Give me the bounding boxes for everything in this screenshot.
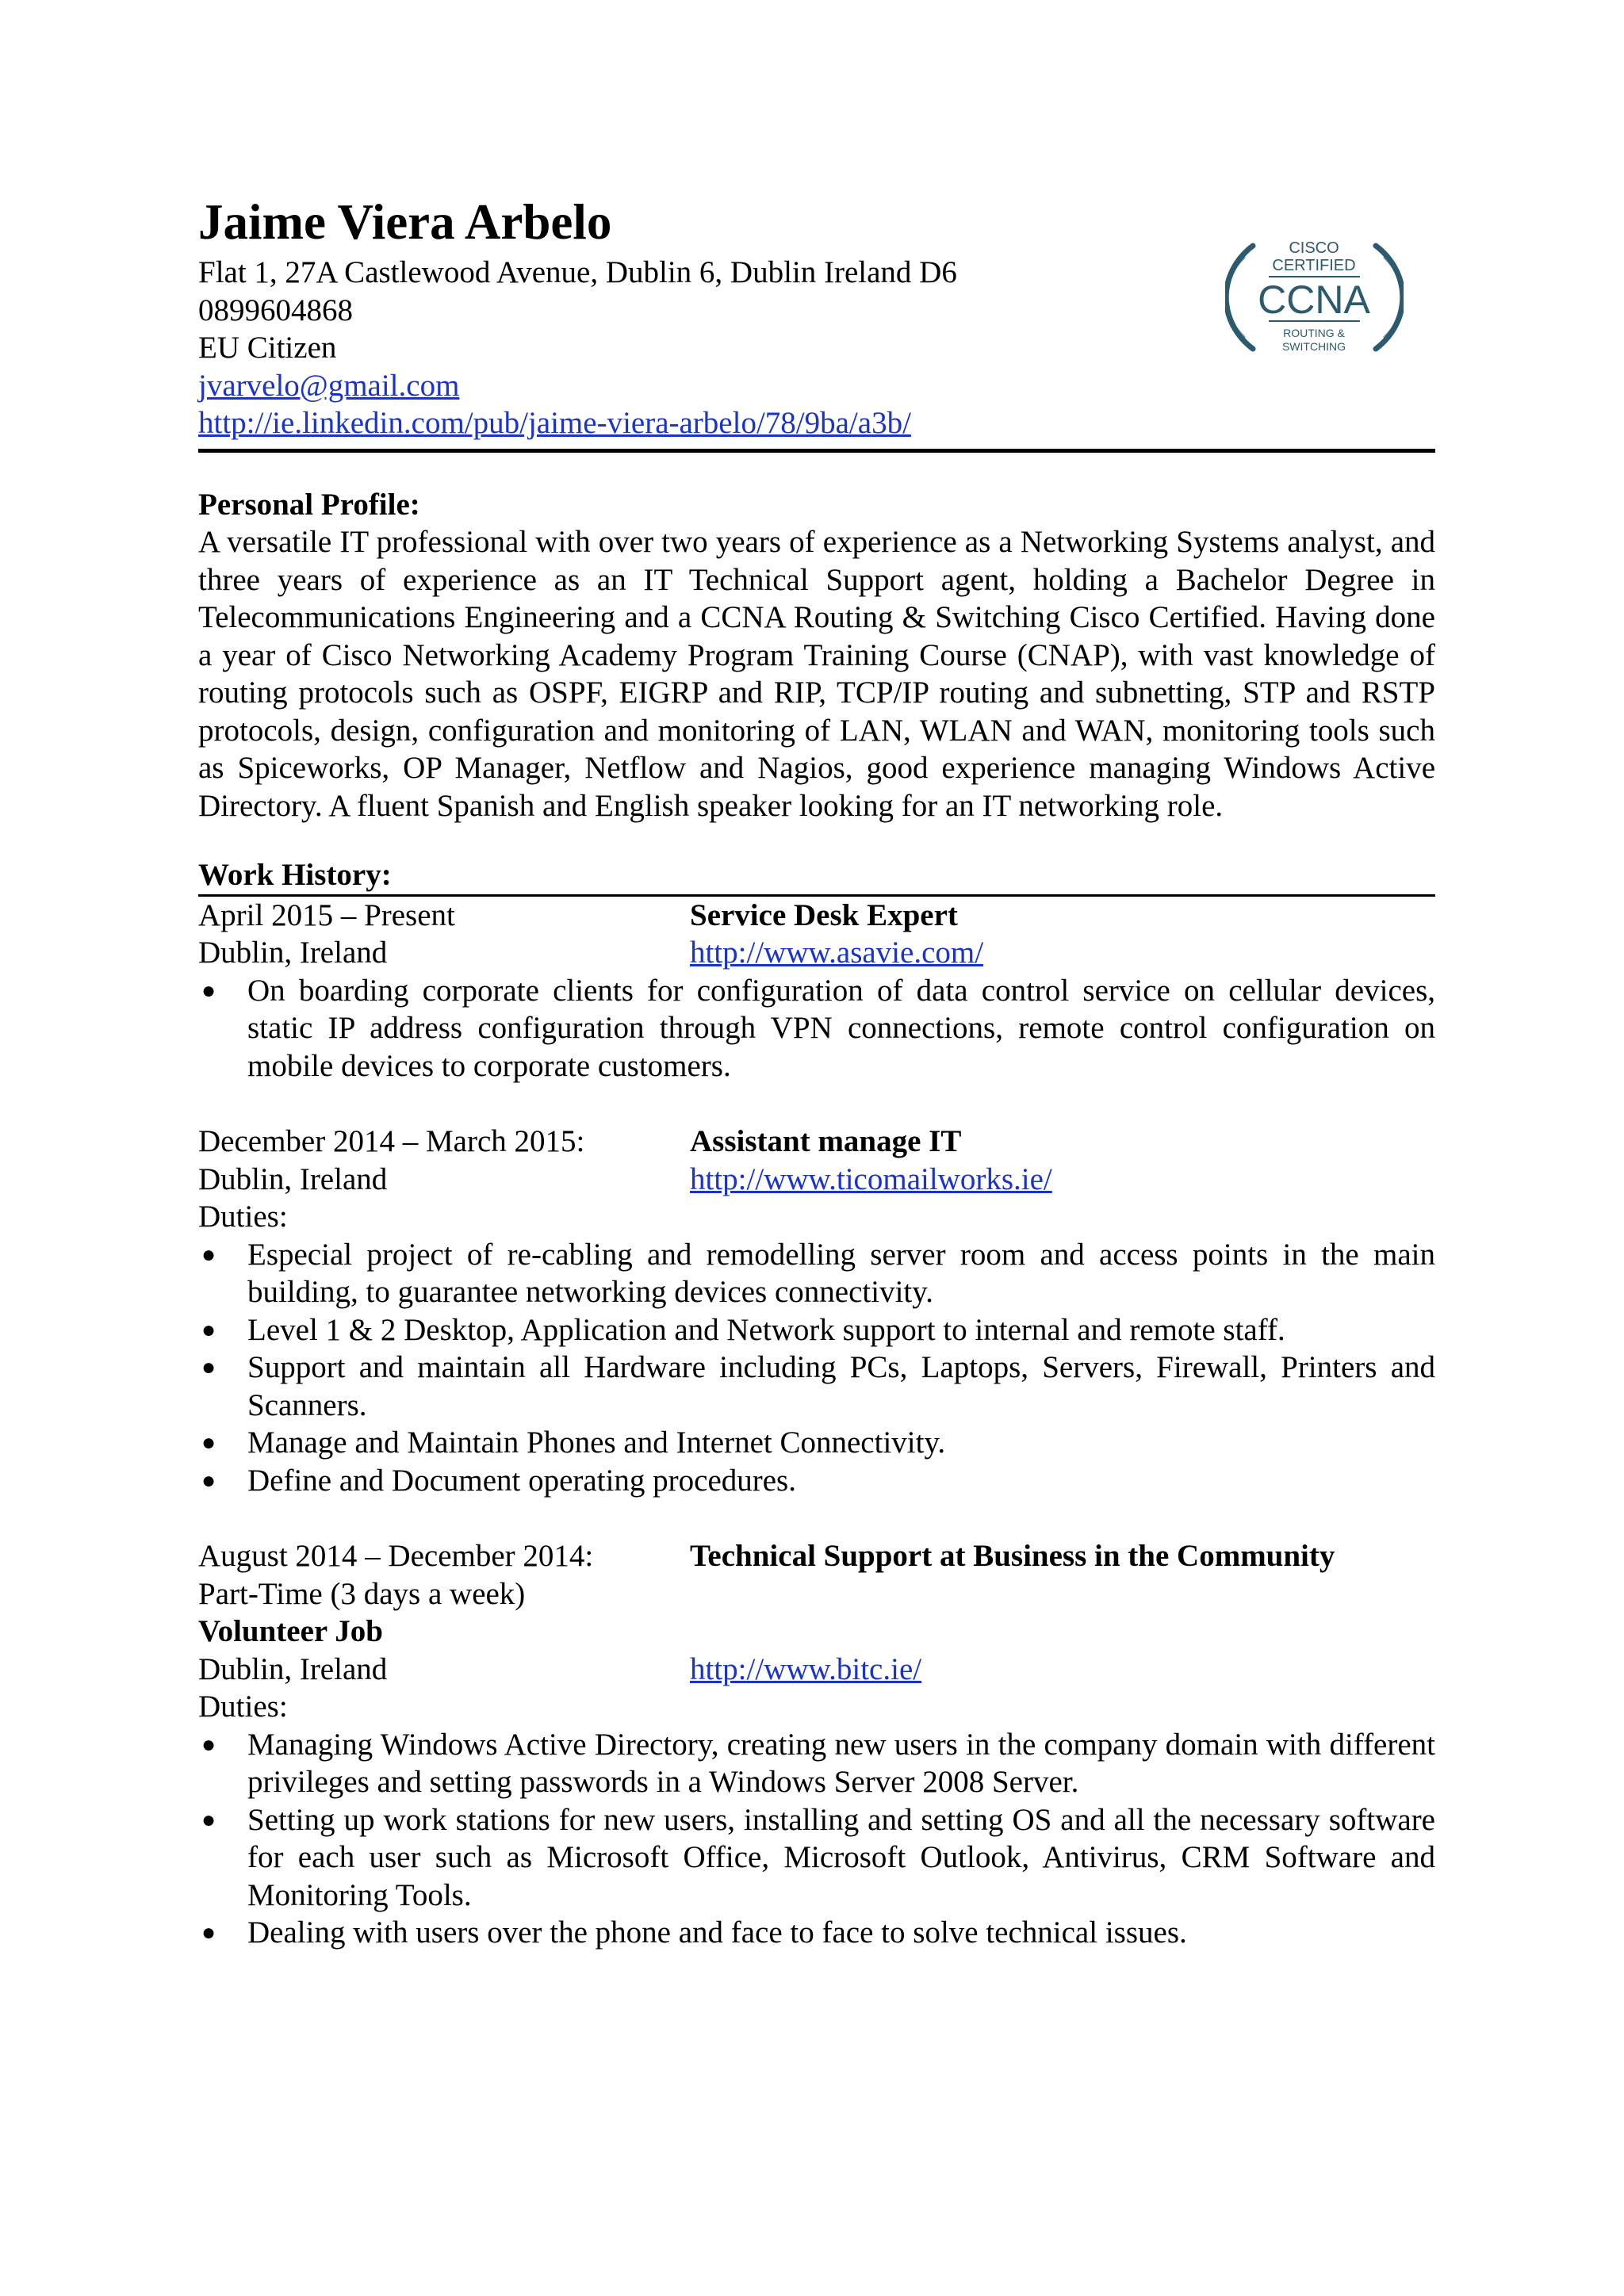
resume-header [198, 190, 1435, 453]
logo-cisco-text: CISCO [1289, 239, 1339, 257]
logo-ccna-text: CCNA [1258, 277, 1370, 322]
candidate-name: Jaime Viera Arbelo [198, 194, 612, 250]
bullet-icon: ● [201, 1316, 216, 1343]
bullet-icon: ● [201, 1354, 216, 1380]
job-title: Service Desk Expert [690, 897, 958, 932]
bullet-icon: ● [201, 977, 216, 1004]
job-duties-list [198, 1236, 1435, 1500]
duties-label: Duties: [198, 1200, 288, 1234]
header-divider [198, 449, 1435, 453]
job-entry [198, 897, 1435, 1085]
job-location: Dublin, Ireland [198, 936, 388, 970]
logo-routing-text: ROUTING & [1283, 327, 1345, 339]
bullet-icon: ● [201, 1919, 216, 1946]
profile-heading: Personal Profile: [198, 487, 420, 522]
job-location: Dublin, Ireland [198, 1161, 388, 1196]
email-link[interactable]: jvarvelo@gmail.com [198, 368, 460, 403]
phone: 0899604868 [198, 293, 353, 327]
work-history-heading: Work History: [198, 858, 392, 892]
linkedin-link[interactable]: http://ie.linkedin.com/pub/jaime-viera-arbelo/78/9ba/a3b/ [198, 406, 911, 440]
bullet-icon: ● [201, 1241, 216, 1268]
job-entry [198, 1537, 1435, 1952]
profile-text: A versatile IT professional with over two years of experience as a Networking Systems analyst, and three years of experience as an IT Technical Support agent, holding a Bachelor Degree in Telecommunications Engineering and a CCNA Routing & Switching Cisco Certified. Having done a year of Cisco Networking Academy Program Training Course (CNAP), with vast knowledge of routing protocols such as OSPF, EIGRP and RIP, TCP/IP routing and subnetting, STP and RSTP protocols, design, configuration and monitoring of LAN, WLAN and WAN, monitoring tools such as Spiceworks, OP Manager, Netflow and Nagios, good experience managing Windows Active Directory. A fluent Spanish and English speaker looking for an IT networking role. [198, 525, 1435, 823]
job-url-link[interactable]: http://www.bitc.ie/ [690, 1651, 922, 1686]
job-url-link[interactable]: http://www.ticomailworks.ie/ [690, 1161, 1052, 1196]
job-duties-list [198, 1726, 1435, 1952]
list-item: ● Dealing with users over the phone and face to face to solve technical issues. [198, 1914, 1435, 1952]
job-schedule: Part-Time (3 days a week) [198, 1576, 526, 1611]
bullet-icon: ● [201, 1429, 216, 1456]
logo-switching-text: SWITCHING [1281, 340, 1346, 353]
list-item: ● Define and Document operating procedures. [198, 1462, 1435, 1500]
job-dates: December 2014 – March 2015: [198, 1124, 585, 1158]
list-item: ● On boarding corporate clients for configuration of data control service on cellular devices, static IP address configuration through VPN connections, remote control configuration on mobile devices to corporate customers. [201, 973, 1435, 1083]
resume-content [198, 190, 1435, 1952]
job-dates: April 2015 – Present [198, 897, 455, 932]
list-item: ● Setting up work stations for new users, installing and setting OS and all the necessary software for each user such as Microsoft Office, Microsoft Outlook, Antivirus, CRM Software and Monitoring Tools. [201, 1802, 1435, 1912]
bullet-icon: ● [201, 1731, 216, 1758]
address: Flat 1, 27A Castlewood Avenue, Dublin 6, Dublin Ireland D6 [198, 255, 957, 289]
job-location: Dublin, Ireland [198, 1651, 388, 1686]
job-type: Volunteer Job [198, 1614, 383, 1648]
job-duties-list [198, 972, 1435, 1085]
list-item: ● Managing Windows Active Directory, creating new users in the company domain with different privileges and setting passwords in a Windows Server 2008 Server. [201, 1727, 1435, 1799]
bullet-icon: ● [201, 1806, 216, 1833]
job-title: Assistant manage IT [690, 1124, 962, 1158]
list-item: ● Level 1 & 2 Desktop, Application and Network support to internal and remote staff. [198, 1311, 1435, 1349]
logo-certified-text: CERTIFIED [1272, 257, 1356, 274]
list-item: ● Support and maintain all Hardware including PCs, Laptops, Servers, Firewall, Printers and Scanners. [201, 1350, 1435, 1422]
citizenship: EU Citizen [198, 331, 337, 365]
list-item: ● Especial project of re-cabling and remodelling server room and access points in the main building, to guarantee networking devices connectivity. [201, 1237, 1435, 1309]
list-item: ● Manage and Maintain Phones and Internet Connectivity. [198, 1424, 1435, 1462]
duties-label: Duties: [198, 1689, 288, 1724]
job-entry [198, 1123, 1435, 1499]
bullet-icon: ● [201, 1467, 216, 1494]
job-title: Technical Support at Business in the Community [690, 1539, 1335, 1573]
job-url-link[interactable]: http://www.asavie.com/ [690, 936, 984, 970]
job-dates: August 2014 – December 2014: [198, 1539, 594, 1573]
